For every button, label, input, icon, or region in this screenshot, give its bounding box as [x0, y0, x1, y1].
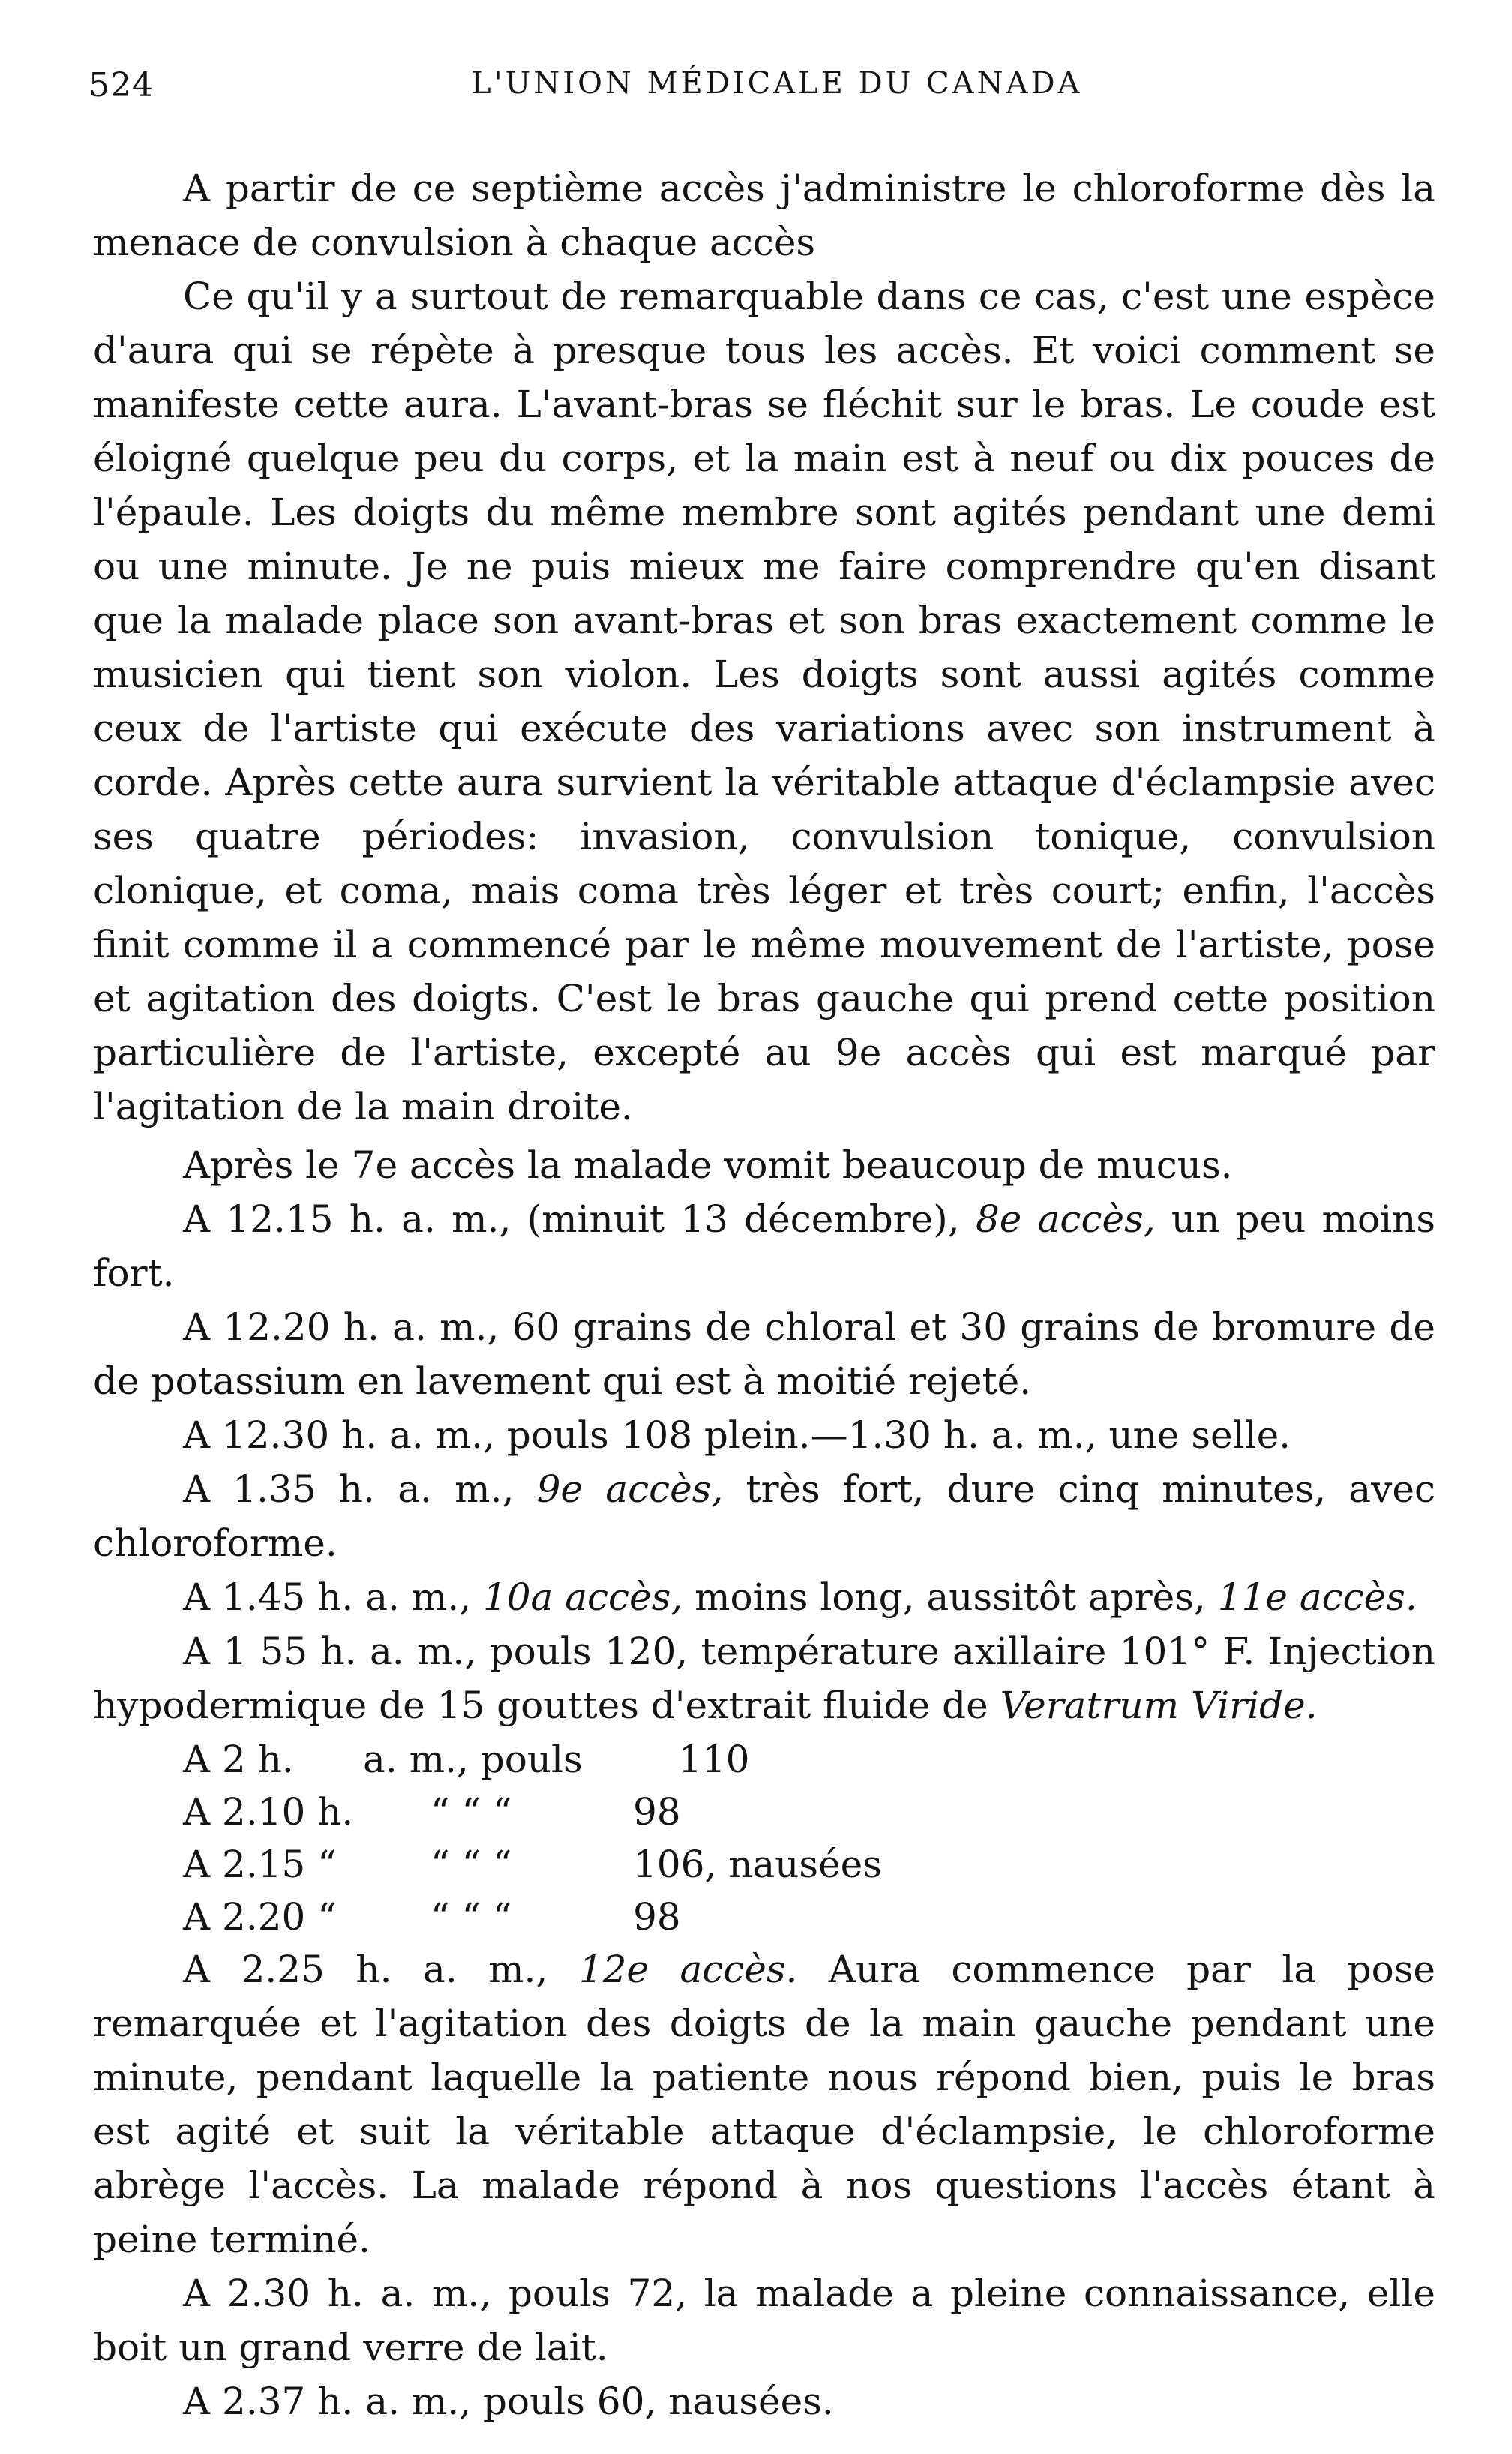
paragraph-8 [93, 1570, 1436, 1624]
paragraph-3: Après le 7e accès la malade vomit beaucoup de mucus. [183, 1143, 1233, 1187]
paragraph-9-lead: A 1 55 h. a. m., pouls 120, température axillaire 101° F. Injection hypodermique de 15 gouttes d'extrait fluide de [93, 1629, 1436, 1727]
paragraph-2: Ce qu'il y a surtout de remarquable dans ce cas, c'est une espèce d'aura qui se répète à presque tous les accès. Et voici comment se manifeste cette aura. L'avant-bras se fléchit sur le bras. Le coude est éloigné quelque peu du corps, et la main est à neuf ou dix pouces de l'épaule. Les doigts du même membre sont agités pendant une demi ou une minute. Je ne puis mieux me faire comprendre qu'en disant que la malade place son avant-bras et son bras exactement comme le musicien qui tient son violon. Les doigts sont aussi agités comme ceux de l'artiste qui exécute des variations avec son instrument à corde. Après cette aura survient la véritable attaque d'éclampsie avec ses quatre périodes: invasion, convulsion tonique, convulsion clonique, et coma, mais coma très léger et très court; enfin, l'accès finit comme il a commencé par le même mouvement de l'artiste, pose et agitation des doigts. C'est le bras gauche qui prend cette position particulière de l'artiste, excepté au 9e accès qui est marqué par l'agitation de la main droite. [93, 275, 1436, 1128]
pulse-value: 98 [633, 1895, 681, 1939]
pulse-time: A 2.15 “ [183, 1843, 337, 1886]
pulse-time: A 2 h. [183, 1738, 294, 1781]
paragraph-7 [93, 1462, 1436, 1570]
paragraph-7-rest: très fort, dure cinq minutes, avec chloroforme. [93, 1467, 1436, 1565]
paragraph-10-access: 12e accès. [578, 1948, 798, 1991]
pulse-row [183, 1785, 1436, 1837]
paragraph-8-lead: A 1.45 h. a. m., [183, 1575, 483, 1619]
running-head: L'UNION MÉDICALE DU CANADA [471, 66, 1083, 101]
paragraph-7-access: 9e accès, [536, 1467, 724, 1511]
paragraph-9-drug: Veratrum Viride. [1000, 1684, 1318, 1727]
pulse-ditto: “ “ “ [430, 1790, 512, 1834]
pulse-value: 98 [633, 1790, 681, 1834]
paragraph-12: A 2.37 h. a. m., pouls 60, nausées. [183, 2380, 834, 2423]
paragraph-10-rest: Aura commence par la pose remarquée et l'agitation des doigts de la main gauche pendant une minute, pendant laquelle la patiente nous répond bien, puis le bras est agité et suit la véritable attaque d'éclampsie, le chloroforme abrège l'accès. La malade répond à nos questions l'accès étant à peine terminé. [93, 1948, 1436, 2261]
page-number: 524 [88, 66, 154, 104]
paragraph-8-mid: moins long, aussitôt après, [682, 1575, 1218, 1619]
paragraph-10 [93, 1942, 1436, 2266]
paragraph-1: A partir de ce septième accès j'administre le chloroforme dès la menace de convulsion à chaque accès [93, 167, 1436, 264]
paragraph-8-access-11: 11e accès. [1217, 1575, 1418, 1619]
pulse-ditto: “ “ “ [430, 1895, 512, 1939]
pulse-table [183, 1732, 1436, 1942]
running-header [88, 66, 1124, 104]
pulse-row [183, 1732, 1436, 1785]
paragraph-11: A 2.30 h. a. m., pouls 72, la malade a pleine connaissance, elle boit un grand verre de lait. [93, 2272, 1436, 2369]
paragraph-8-access-10: 10a accès, [482, 1575, 683, 1619]
paragraph-4-rest: un peu moins fort. [93, 1197, 1436, 1295]
pulse-time: A 2.10 h. [183, 1790, 354, 1834]
paragraph-5: A 12.20 h. a. m., 60 grains de chloral et 30 grains de bromure de de potassium en lavement qui est à moitié rejeté. [93, 1305, 1436, 1403]
pulse-value: 110 [678, 1738, 750, 1781]
pulse-row [183, 1837, 1436, 1890]
pulse-ditto: “ “ “ [430, 1843, 512, 1886]
paragraph-10-lead: A 2.25 h. a. m., [183, 1948, 579, 1991]
pulse-time: A 2.20 “ [183, 1895, 337, 1939]
body-text [93, 161, 1436, 2428]
paragraph-9 [93, 1624, 1436, 1732]
pulse-ditto: a. m., pouls [363, 1738, 583, 1781]
pulse-value: 106, nausées [633, 1843, 882, 1886]
paragraph-4-lead: A 12.15 h. a. m., (minuit 13 décembre), [183, 1197, 976, 1241]
paragraph-4-access: 8e accès, [975, 1197, 1156, 1241]
pulse-row [183, 1890, 1436, 1942]
paragraph-6: A 12.30 h. a. m., pouls 108 plein.—1.30 h. a. m., une selle. [183, 1413, 1292, 1457]
paragraph-4 [93, 1192, 1436, 1300]
paragraph-7-lead: A 1.35 h. a. m., [183, 1467, 537, 1511]
